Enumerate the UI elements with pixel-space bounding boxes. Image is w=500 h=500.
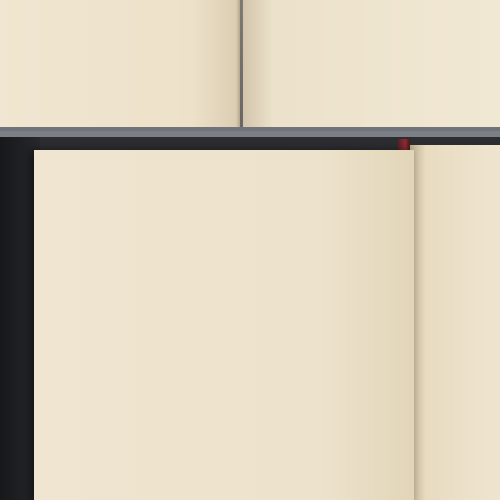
bottom-right-page — [407, 145, 500, 500]
top-left-page — [0, 0, 240, 127]
bottom-left-page — [34, 150, 414, 500]
top-right-page — [243, 0, 500, 127]
photo-top-spread — [0, 0, 500, 131]
photo-bottom-spread — [0, 137, 500, 500]
